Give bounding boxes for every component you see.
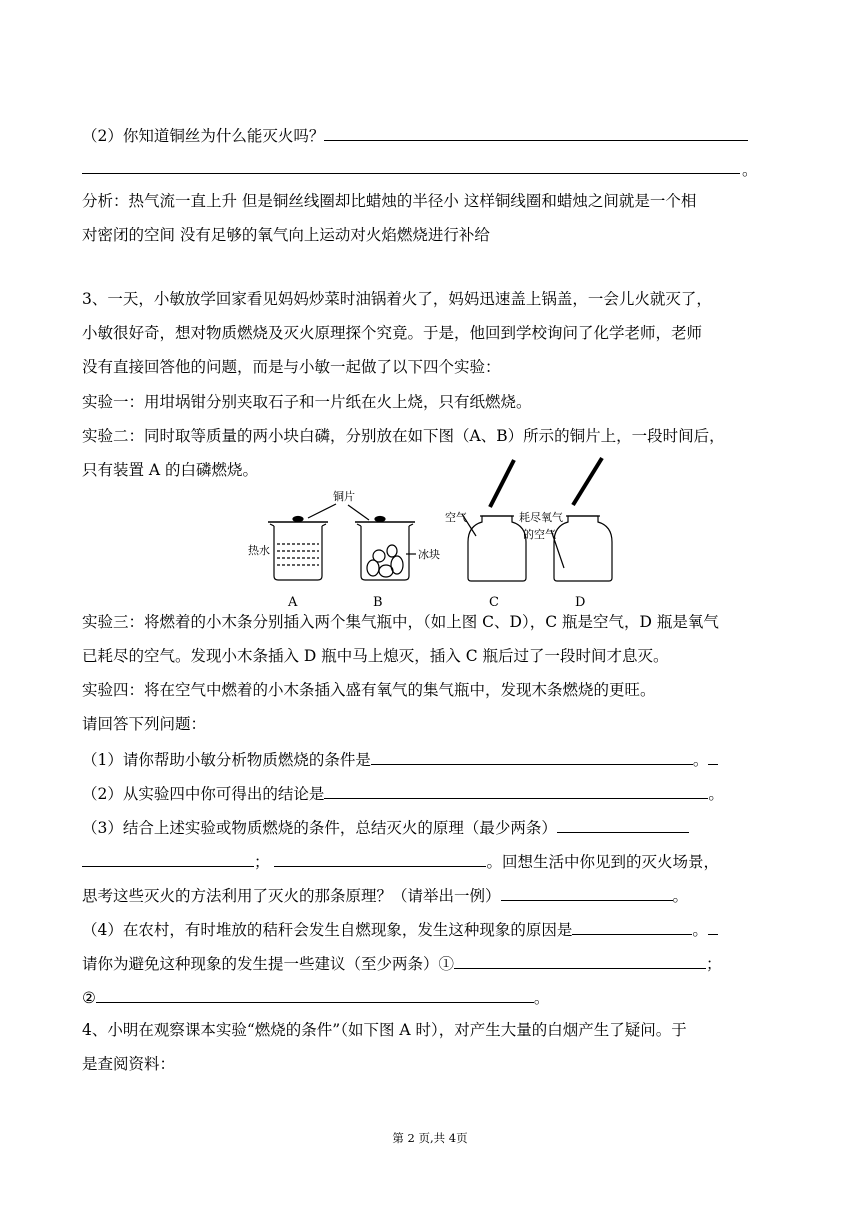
label-depleted-1: 耗尽氧气 [519, 511, 563, 524]
q3-intro-2: 小敏很好奇，想对物质燃烧及灭火原理探个究竟。于是，他回到学校询问了化学老师，老师 [82, 324, 703, 342]
q3-sub2-line [82, 782, 724, 804]
label-ice: 冰块 [418, 548, 440, 561]
answer-blank-tail [708, 748, 718, 765]
q3-sub3-c: 思考这些灭火的方法利用了灭火的那条原理？（请举出一例） [82, 887, 501, 905]
answer-blank[interactable] [274, 850, 486, 867]
answer-blank[interactable] [371, 748, 693, 765]
q3-exp1: 实验一：用坩埚钳分别夹取石子和一片纸在火上烧，只有纸燃烧。 [82, 393, 532, 411]
answer-blank[interactable] [96, 986, 534, 1003]
q3-sub4-b-end: ； [706, 955, 722, 973]
q3-exp2-b: 只有装置 A 的白磷燃烧。 [82, 461, 259, 479]
answer-blank[interactable] [454, 952, 706, 969]
beaker-a [274, 526, 322, 580]
q4-line-2: 是查阅资料： [82, 1055, 176, 1073]
answer-blank[interactable] [557, 816, 689, 833]
answer-blank[interactable] [572, 918, 692, 935]
experiment-figure [240, 450, 640, 612]
q3-sub3-line-a [82, 816, 689, 838]
q3-exp2-a: 实验二：同时取等质量的两小块白磷，分别放在如下图（A、B）所示的铜片上，一段时间后， [82, 427, 725, 445]
page-footer: 第 2 页,共 4页 [392, 1131, 468, 1145]
q3-sub3-sep: ； [254, 853, 270, 871]
label-copper: 铜片 [333, 490, 355, 503]
q3-sub4-c: ② [82, 989, 96, 1007]
answer-blank[interactable] [501, 884, 673, 901]
q3-ask: 请回答下列问题： [82, 715, 207, 733]
label-a: A [288, 595, 298, 610]
q3-sub3-line-c [82, 884, 688, 906]
q2-2-end: 。 [742, 161, 758, 179]
q3-sub1: （1）请你帮助小敏分析物质燃烧的条件是 [82, 751, 371, 769]
q3-sub1-line [82, 748, 718, 770]
q3-exp4: 实验四：将在空气中燃着的小木条插入盛有氧气的集气瓶中，发现木条燃烧的更旺。 [82, 681, 656, 699]
q3-exp3-b: 已耗尽的空气。发现小木条插入 D 瓶中马上熄灭，插入 C 瓶后过了一段时间才息灭。 [82, 647, 669, 665]
label-air: 空气 [445, 511, 467, 524]
q3-intro-1: 3、一天，小敏放学回家看见妈妈炒菜时油锅着火了，妈妈迅速盖上锅盖，一会儿火就灭了， [82, 290, 712, 308]
label-b: B [373, 595, 383, 610]
analysis-line-2: 对密闭的空间 没有足够的氧气向上运动对火焰燃烧进行补给 [82, 226, 490, 244]
q3-sub3-a: （3）结合上述实验或物质燃烧的条件，总结灭火的原理（最少两条） [82, 819, 557, 837]
q3-sub2-end: 。 [708, 785, 724, 803]
label-depleted-2: 的空气 [523, 528, 556, 541]
jar-c [468, 516, 526, 581]
q2-2-prompt: （2）你知道铜丝为什么能灭火吗？ [82, 127, 325, 145]
q3-sub4-line-b [82, 952, 722, 974]
answer-blank[interactable] [324, 782, 708, 799]
q3-sub4-line-a [82, 918, 718, 940]
jar-d [554, 516, 612, 581]
q3-sub3-line-b [82, 850, 719, 872]
label-hot-water: 热水 [248, 544, 270, 557]
q3-intro-3: 没有直接回答他的问题，而是与小敏一起做了以下四个实验： [82, 358, 501, 376]
q2-2-line [82, 124, 748, 146]
q3-sub1-end: 。 [692, 751, 709, 769]
q3-sub2: （2）从实验四中你可得出的结论是 [82, 785, 325, 803]
answer-blank-full[interactable] [82, 173, 740, 174]
answer-blank-tail [708, 918, 718, 935]
q3-sub4-a-end: 。 [692, 921, 708, 939]
q4-line-1: 4、小明在观察课本实验“燃烧的条件”（如下图 A 时），对产生大量的白烟产生了疑问。于 [82, 1021, 687, 1039]
answer-blank[interactable] [324, 124, 748, 141]
answer-blank[interactable] [82, 850, 254, 867]
q3-sub3-b: 。回想生活中你见到的灭火场景， [486, 853, 719, 871]
label-d: D [575, 595, 586, 610]
label-c: C [489, 595, 499, 610]
wood-splint-c [490, 460, 514, 507]
wood-splint-d [573, 458, 602, 505]
q3-sub4-a: （4）在农村，有时堆放的秸秆会发生自燃现象，发生这种现象的原因是 [82, 921, 573, 939]
analysis-line-1: 分析：热气流一直上升 但是铜丝线圈却比蜡烛的半径小 这样铜线圈和蜡烛之间就是一个相 [82, 192, 697, 210]
q3-sub3-end: 。 [672, 887, 689, 905]
q3-sub4-c-end: 。 [533, 989, 550, 1007]
q3-sub4-b: 请你为避免这种现象的发生提一些建议（至少两条）① [82, 955, 455, 973]
q3-exp3-a: 实验三：将燃着的小木条分别插入两个集气瓶中，（如上图 C、D），C 瓶是空气，D 瓶是氧气 [82, 613, 719, 631]
q3-sub4-line-c [82, 986, 549, 1008]
